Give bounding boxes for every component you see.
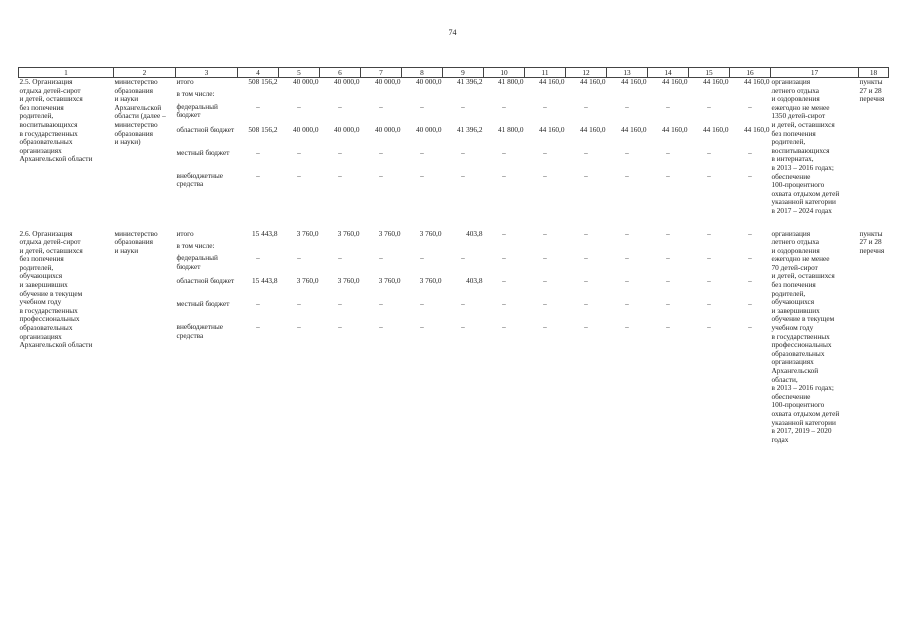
amount-cell (648, 230, 689, 445)
amount-value: 44 160,0 (743, 124, 770, 134)
amount-value: – (502, 228, 506, 238)
amount-value: – (666, 228, 670, 238)
spacer-cell (19, 216, 889, 230)
amount-value: – (379, 170, 383, 180)
amount-cell (689, 230, 730, 445)
column-header: 16 (730, 68, 771, 78)
program-table (18, 67, 889, 444)
amount-value: – (379, 147, 383, 157)
executor: министерство образования и науки Архангельской области (далее – министерство образования и науки) (114, 77, 166, 147)
amount-value: – (666, 147, 670, 157)
amount-value: – (584, 228, 588, 238)
amount-value: 44 160,0 (538, 77, 565, 86)
amount-value: 3 760,0 (337, 276, 360, 286)
funding-source-label: итого (176, 228, 194, 238)
amount-value: 40 000,0 (415, 124, 442, 134)
amount-value: – (666, 170, 670, 180)
column-header: 10 (484, 68, 525, 78)
amount-value: – (666, 253, 670, 263)
amount-value: – (543, 101, 547, 111)
amount-value: – (461, 253, 465, 263)
amount-value: – (748, 276, 752, 286)
amount-value: – (461, 101, 465, 111)
amount-value: 40 000,0 (333, 77, 360, 86)
amount-value: – (707, 322, 711, 332)
amount-value: – (379, 322, 383, 332)
amount-value: 3 760,0 (296, 276, 319, 286)
funding-source-label: федеральный бюджет (176, 101, 218, 120)
amount-value: – (543, 276, 547, 286)
amount-value: – (338, 170, 342, 180)
amount-cell (443, 78, 484, 216)
amount-value: – (666, 299, 670, 309)
amount-value: – (256, 170, 260, 180)
amount-value: – (625, 276, 629, 286)
amount-cell (566, 230, 607, 445)
amount-value: 40 000,0 (374, 77, 401, 86)
funding-source-label: внебюджетные средства (176, 170, 224, 189)
column-header: 7 (361, 68, 402, 78)
amount-value: 3 760,0 (378, 228, 401, 238)
amount-value (239, 90, 278, 102)
amount-value: – (707, 253, 711, 263)
amount-value: 3 760,0 (296, 228, 319, 238)
amount-cell (320, 230, 361, 445)
column-header: 17 (771, 68, 859, 78)
amount-value: – (666, 276, 670, 286)
amount-value: 40 000,0 (333, 124, 360, 134)
amount-value: – (625, 322, 629, 332)
amount-cell (279, 78, 320, 216)
amount-value: – (297, 322, 301, 332)
amount-cell (566, 78, 607, 216)
amount-value: 3 760,0 (419, 276, 442, 286)
amount-value: – (584, 276, 588, 286)
amount-value: – (297, 101, 301, 111)
amount-value: – (379, 253, 383, 263)
header-row (19, 68, 889, 78)
amount-value: – (625, 299, 629, 309)
amount-value: – (256, 299, 260, 309)
amount-value: – (625, 228, 629, 238)
page-number: 74 (448, 28, 457, 37)
amount-value: 41 800,0 (497, 77, 524, 86)
amount-value: – (420, 322, 424, 332)
amount-value: – (584, 147, 588, 157)
amount-value: 44 160,0 (702, 124, 729, 134)
amount-value: – (666, 101, 670, 111)
column-header: 15 (689, 68, 730, 78)
amount-value (280, 90, 319, 102)
amount-value: – (461, 322, 465, 332)
amount-value: – (625, 147, 629, 157)
amount-value: – (707, 101, 711, 111)
amount-value: – (338, 322, 342, 332)
row-spacer (19, 216, 889, 230)
amount-value: – (543, 170, 547, 180)
expected-result: организация летнего отдыха и оздоровления ежегодно не менее 70 детей-сирот и детей, оставшихся без попечения родителей, обучающихся и завершивших обучение в текущем учебном году в государственных профессиональных образовательных организациях Архангельской области, в 2013 – 2016 годах; обеспечение 100-процентного охвата отдыхом детей указанной категории в 2017, 2019 – 2020 годах (771, 228, 840, 444)
amount-value: – (625, 253, 629, 263)
amount-value: 44 160,0 (579, 124, 606, 134)
amount-value (690, 90, 729, 102)
executor: министерство образования и науки (114, 228, 158, 255)
amount-cell (607, 230, 648, 445)
amount-value: – (338, 147, 342, 157)
amount-value: 3 760,0 (419, 228, 442, 238)
amount-value: 44 160,0 (579, 77, 606, 86)
funding-source-label: в том числе: (176, 89, 215, 99)
table-row (19, 230, 889, 445)
amount-value (321, 90, 360, 102)
amount-cell (730, 230, 771, 445)
amount-cell (525, 230, 566, 445)
amount-value: – (256, 101, 260, 111)
activity-name: 2.6. Организация отдыха детей-сирот и детей, оставшихся без попечения родителей, обучающихся и завершивших обучение в текущем учебном году в государственных профессиональных образовательных организациях Архангельской области (19, 228, 93, 350)
amount-value: – (502, 276, 506, 286)
amount-cell (484, 230, 525, 445)
list-reference: пункты 27 и 28 перечня (859, 228, 885, 255)
amount-value: – (666, 322, 670, 332)
amount-value (567, 90, 606, 102)
amount-value: 41 396,2 (456, 124, 483, 134)
column-header: 18 (859, 68, 889, 78)
amount-value: 15 443,8 (251, 228, 278, 238)
amount-value: 508 156,2 (248, 124, 278, 134)
amount-value (403, 90, 442, 102)
column-header: 6 (320, 68, 361, 78)
amount-value: – (748, 228, 752, 238)
funding-source-label: местный бюджет (176, 147, 230, 157)
amount-value: – (297, 147, 301, 157)
amount-value: – (748, 253, 752, 263)
amount-value: 15 443,8 (251, 276, 278, 286)
amount-value (731, 90, 770, 102)
amount-cell (525, 78, 566, 216)
amount-value: – (502, 299, 506, 309)
amount-value: – (297, 299, 301, 309)
amount-value: – (584, 101, 588, 111)
amount-value (526, 90, 565, 102)
amount-cell (607, 78, 648, 216)
amount-cell (730, 78, 771, 216)
amount-value (649, 90, 688, 102)
table-body (19, 78, 889, 445)
amount-cell (689, 78, 730, 216)
amount-value: – (543, 228, 547, 238)
amount-value: – (584, 322, 588, 332)
amount-value: 44 160,0 (702, 77, 729, 86)
funding-source-label: областной бюджет (176, 276, 235, 286)
amount-value: – (543, 147, 547, 157)
amount-value: – (379, 101, 383, 111)
amount-value (444, 90, 483, 102)
amount-value: – (379, 299, 383, 309)
amount-value: 3 760,0 (378, 276, 401, 286)
amount-value: – (502, 253, 506, 263)
amount-value: – (338, 253, 342, 263)
amount-value: – (584, 299, 588, 309)
amount-value (608, 90, 647, 102)
funding-sources (176, 230, 238, 445)
amount-value: 44 160,0 (661, 124, 688, 134)
amount-value: – (420, 147, 424, 157)
amount-cell (320, 78, 361, 216)
amount-value: – (625, 170, 629, 180)
amount-value: – (338, 299, 342, 309)
amount-value: – (338, 101, 342, 111)
amount-value: – (748, 170, 752, 180)
amount-value: 3 760,0 (337, 228, 360, 238)
amount-cell (484, 78, 525, 216)
expected-result: организация летнего отдыха и оздоровления ежегодно не менее 1350 детей-сирот и детей, оставшихся без попечения родителей, воспитывающихся в интернатах, в 2013 – 2016 годах; обеспечение 100-процентного охвата отдыхом детей указанной категории в 2017 – 2024 годах (771, 77, 840, 215)
amount-cell (238, 78, 279, 216)
list-reference: пункты 27 и 28 перечня (859, 77, 885, 104)
funding-sources (176, 78, 238, 216)
funding-source-label: федеральный бюджет (176, 253, 218, 271)
column-header: 12 (566, 68, 607, 78)
amount-value: – (625, 101, 629, 111)
column-header: 14 (648, 68, 689, 78)
amount-value: 403,8 (466, 228, 483, 238)
amount-value: – (502, 147, 506, 157)
funding-source-label: местный бюджет (176, 299, 230, 309)
amount-value: – (256, 322, 260, 332)
amount-value: – (707, 147, 711, 157)
amount-value: 41 800,0 (497, 124, 524, 134)
amount-value: – (543, 253, 547, 263)
amount-value: 44 160,0 (538, 124, 565, 134)
amount-value: – (748, 322, 752, 332)
funding-source-label: в том числе: (176, 240, 215, 250)
amount-value: – (543, 299, 547, 309)
amount-value: – (584, 170, 588, 180)
amount-value (485, 90, 524, 102)
amount-cell (443, 230, 484, 445)
amount-value: – (420, 253, 424, 263)
column-header: 1 (19, 68, 114, 78)
amount-value: – (502, 101, 506, 111)
amount-value: 44 160,0 (743, 77, 770, 86)
amount-value: 41 396,2 (456, 77, 483, 86)
amount-value: – (420, 299, 424, 309)
amount-value: – (707, 276, 711, 286)
column-header: 2 (114, 68, 176, 78)
amount-value: – (707, 170, 711, 180)
amount-value: 44 160,0 (661, 77, 688, 86)
amount-cell (279, 230, 320, 445)
amount-value: 44 160,0 (620, 124, 647, 134)
amount-value: – (707, 299, 711, 309)
activity-name: 2.5. Организация отдыха детей-сирот и детей, оставшихся без попечения родителей, воспитывающихся в государственных образовательных организациях Архангельской области (19, 77, 93, 164)
amount-value: 508 156,2 (248, 77, 278, 86)
column-header: 11 (525, 68, 566, 78)
amount-cell (402, 230, 443, 445)
amount-value: 40 000,0 (292, 77, 319, 86)
amount-cell (238, 230, 279, 445)
amount-value: – (420, 170, 424, 180)
amount-value: – (748, 147, 752, 157)
amount-cell (648, 78, 689, 216)
amount-cell (361, 230, 402, 445)
column-header: 9 (443, 68, 484, 78)
amount-cell (402, 78, 443, 216)
amount-cell (361, 78, 402, 216)
amount-value: 44 160,0 (620, 77, 647, 86)
amount-value (362, 90, 401, 102)
amount-value: – (502, 170, 506, 180)
amount-value: 40 000,0 (292, 124, 319, 134)
amount-value: – (748, 299, 752, 309)
funding-source-label: внебюджетные средства (176, 322, 224, 340)
column-header: 5 (279, 68, 320, 78)
table-row (19, 78, 889, 216)
funding-source-label: областной бюджет (176, 124, 235, 134)
amount-value: – (461, 299, 465, 309)
amount-value: – (584, 253, 588, 263)
amount-value: – (297, 253, 301, 263)
amount-value: – (502, 322, 506, 332)
funding-source-label: итого (176, 77, 194, 86)
amount-value: 403,8 (466, 276, 483, 286)
amount-value: – (256, 147, 260, 157)
amount-value: – (748, 101, 752, 111)
amount-value: – (420, 101, 424, 111)
amount-value: 40 000,0 (374, 124, 401, 134)
column-header: 4 (238, 68, 279, 78)
amount-value: – (707, 228, 711, 238)
amount-value: 40 000,0 (415, 77, 442, 86)
column-header: 3 (176, 68, 238, 78)
column-header: 13 (607, 68, 648, 78)
amount-value: – (461, 170, 465, 180)
column-header: 8 (402, 68, 443, 78)
amount-value: – (461, 147, 465, 157)
amount-value: – (256, 253, 260, 263)
amount-value: – (543, 322, 547, 332)
amount-value: – (297, 170, 301, 180)
